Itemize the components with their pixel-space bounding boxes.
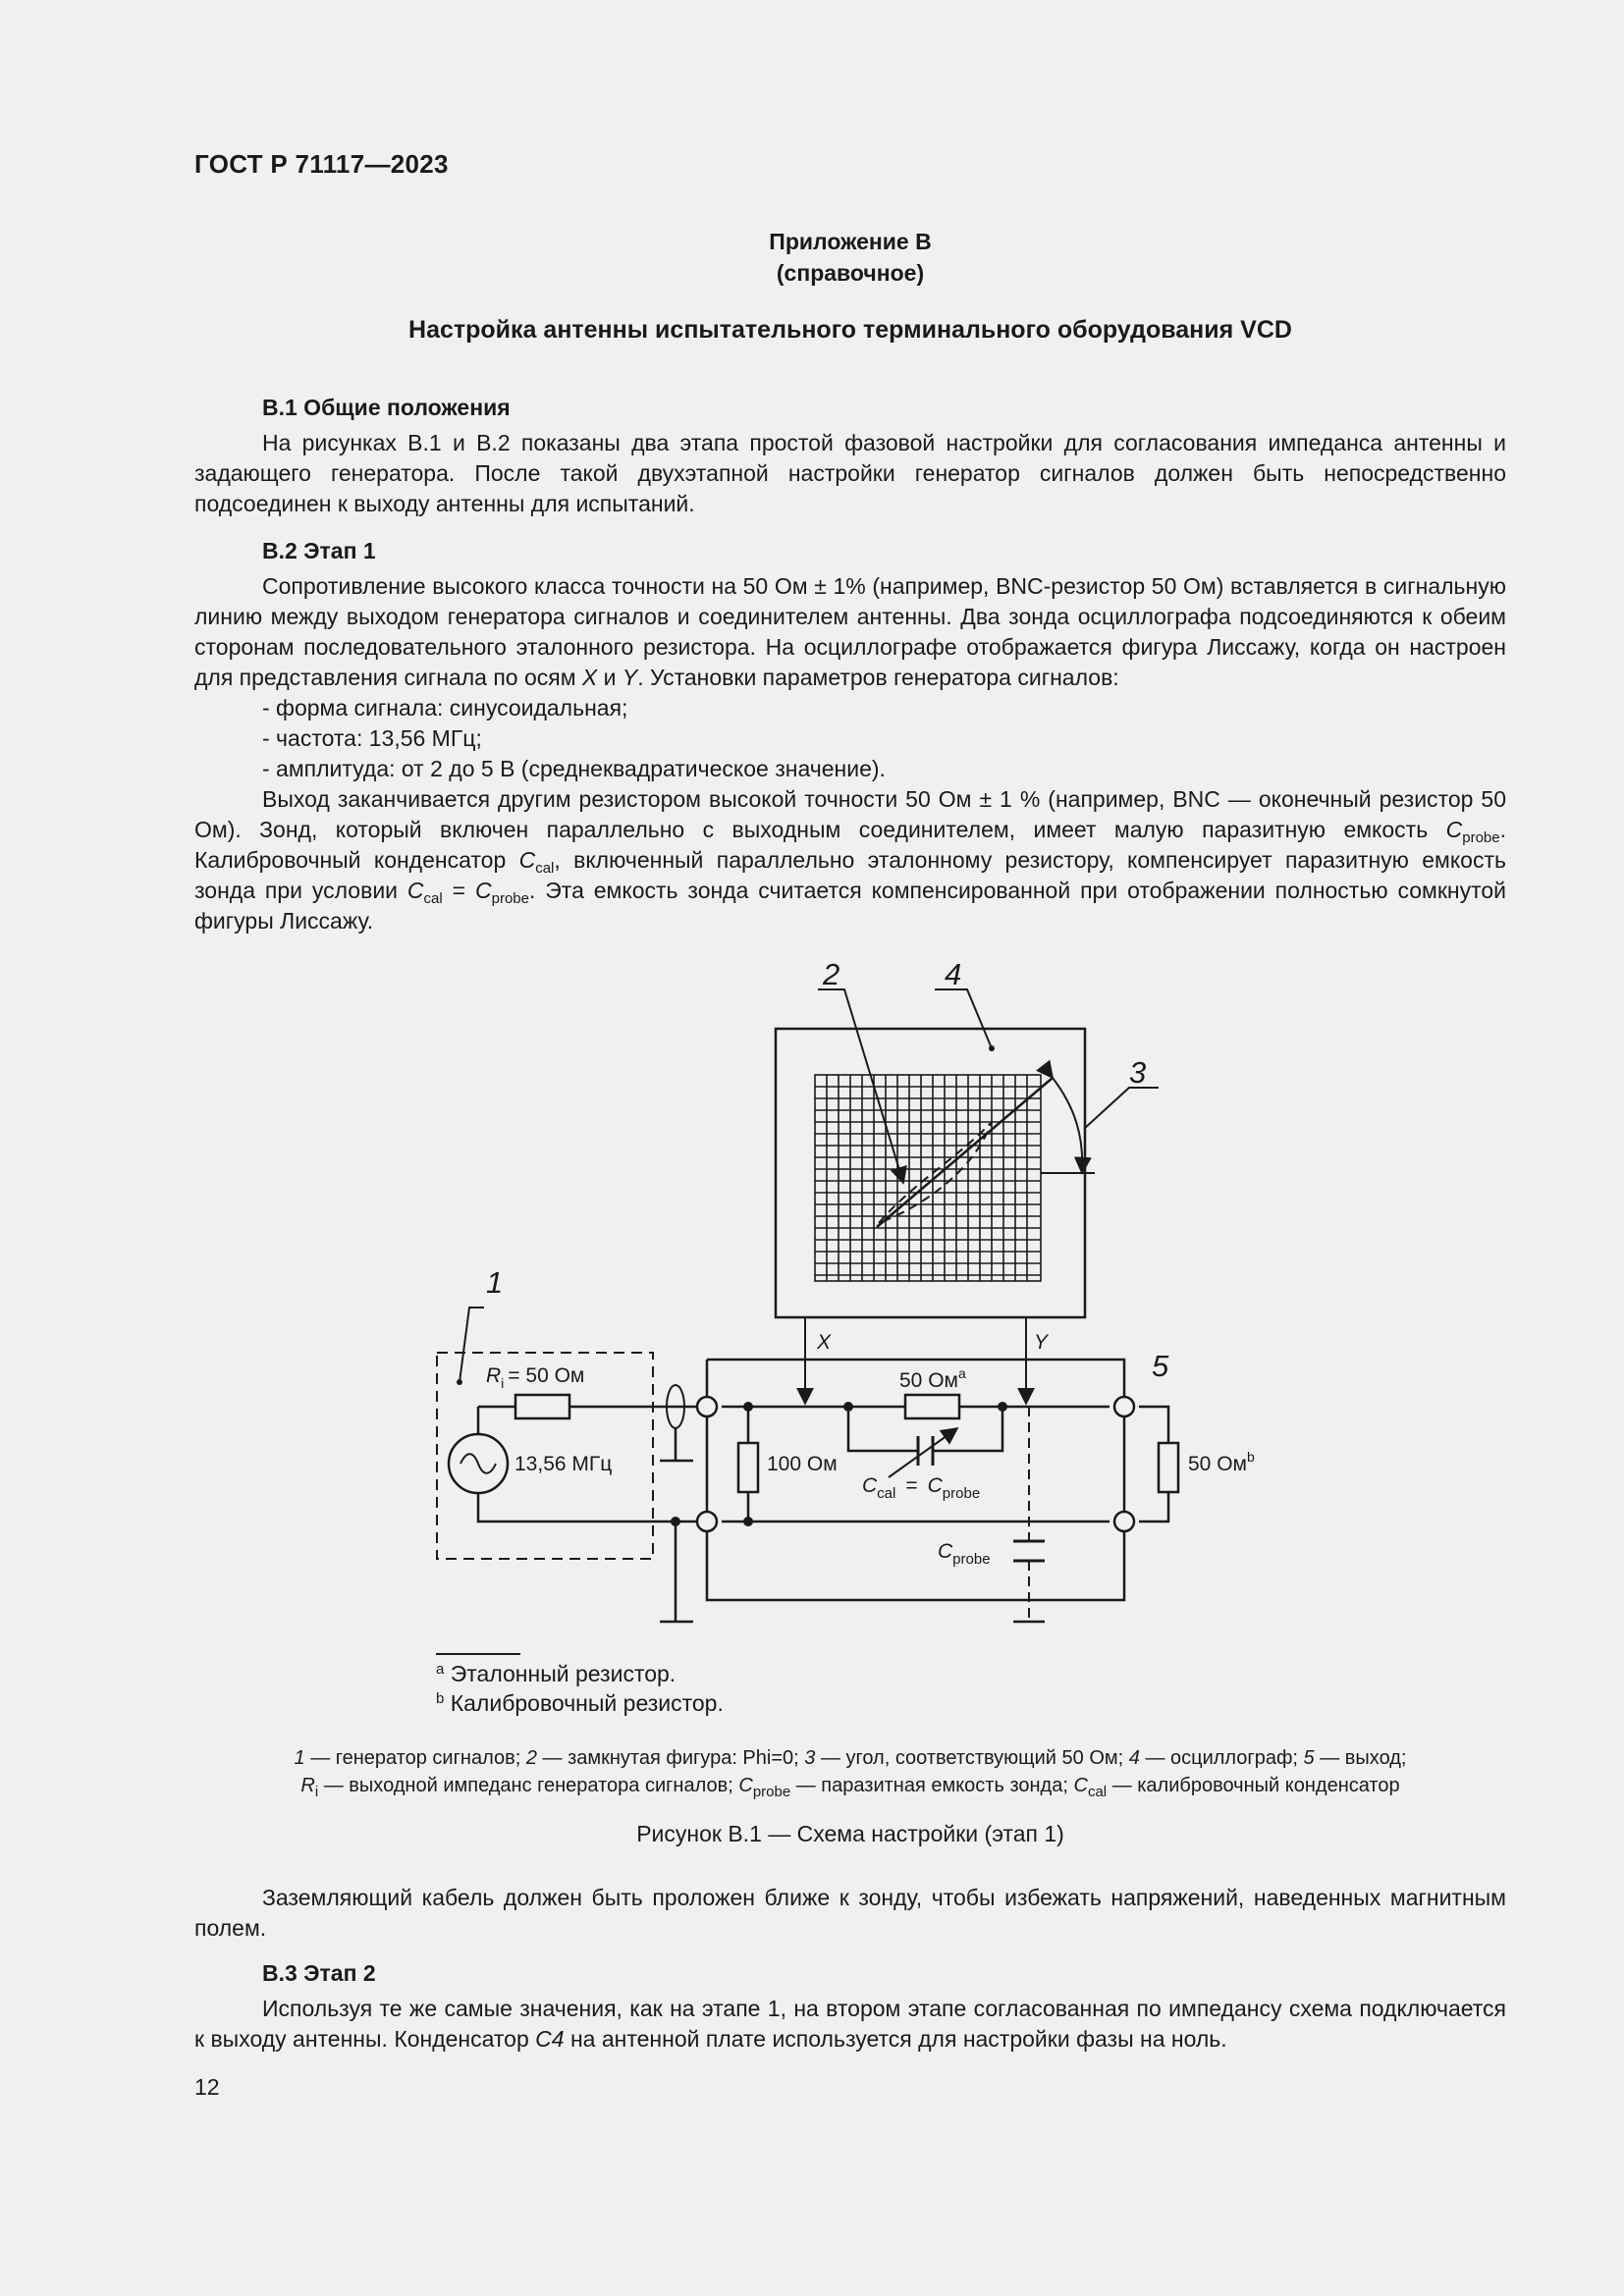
section-b2-text (194, 571, 1506, 936)
oscilloscope-box (776, 1029, 1085, 1317)
list-item: - форма сигнала: синусоидальная; (262, 695, 628, 721)
section-b1-text (194, 428, 1506, 519)
paragraph: Используя те же самые значения, как на этапе 1, на втором этапе согласованная по импедансу схема подключается к выходу антенны. Конденсатор С4 на антенной плате используется для настройки фазы на ноль. (194, 1996, 1506, 2052)
section-b3-heading: В.3 Этап 2 (262, 1960, 376, 1986)
paragraph: На рисунках В.1 и В.2 показаны два этапа простой фазовой настройки для согласования импеданса антенны и задающего генератора. После такой двухэтапной настройки генератор сигналов должен быть непосредственно подсоединен к выходу антенны для испытаний. (194, 430, 1506, 516)
figure-legend (194, 1744, 1506, 1799)
probe-capacitor (1013, 1541, 1045, 1561)
termination-resistor (1159, 1443, 1178, 1492)
label-5: 5 (1152, 1349, 1169, 1383)
list-item: - амплитуда: от 2 до 5 В (среднеквадратическое значение). (262, 756, 886, 781)
section-b2-heading: В.2 Этап 1 (262, 538, 376, 563)
footnote-divider (436, 1653, 520, 1655)
paragraph: Заземляющий кабель должен быть проложен ближе к зонду, чтобы избежать напряжений, наведенных магнитным полем. (194, 1885, 1506, 1941)
label-100-ohm: 100 Ом (767, 1453, 838, 1475)
figure-b1-schematic (0, 942, 1624, 1688)
label-ri: $R_i = 50$ Ом (486, 1364, 585, 1391)
footnote-a: $^a$ Эталонный резистор. (436, 1661, 677, 1686)
label-cprobe: $C_{probe}$ (938, 1540, 991, 1568)
lissajous-ellipse (879, 1122, 992, 1223)
list-item: - частота: 13,56 МГц; (262, 725, 482, 751)
section-b1-heading: В.1 Общие положения (262, 395, 511, 420)
paragraph: Выход заканчивается другим резистором высокой точности 50 Ом ± 1 % (например, BNC — оконечный резистор 50 Ом). Зонд, который включен параллельно с выходным соединителем, имеет малую паразитную емкость $C_{probe}$. Калибровочный конденсатор $C_{cal}$, включенный параллельно эталонному резистору, компенсирует паразитную емкость зонда при условии $C_{cal} = C_{probe}$. Эта емкость зонда считается компенсированной при отображении полностью сомкнутой фигуры Лиссажу. (194, 786, 1507, 934)
figure-caption: Рисунок В.1 — Схема настройки (этап 1) (636, 1821, 1064, 1846)
label-x: X (817, 1331, 832, 1354)
footnote-b: $^b$ Калибровочный резистор. (436, 1690, 724, 1716)
after-figure-text (194, 1883, 1506, 1944)
label-2: 2 (823, 957, 840, 991)
label-1: 1 (486, 1265, 504, 1300)
ri-resistor (515, 1395, 569, 1418)
paragraph: Сопротивление высокого класса точности на 50 Ом ± 1% (например, BNC-резистор 50 Ом) вставляется в сигнальную линию между выходом генератора сигналов и соединителем антенны. Два зонда осциллографа подсоединяются к обеим сторонам последовательного эталонного резистора. На осциллографе отображается фигура Лиссажу, когда он настроен для представления сигнала по осям X и Y. Установки параметров генератора сигналов: (194, 573, 1506, 690)
appendix-title (194, 226, 1506, 289)
legend-line-2: $R_i$ — выходной импеданс генератора сигналов; $C_{probe}$ — паразитная емкость зонда; $C_{cal}$ — калибровочный конденсатор (300, 1775, 1400, 1800)
calibration-capacitor-arrow (889, 1428, 957, 1477)
standard-number: ГОСТ Р 71117—2023 (194, 149, 449, 179)
resistor-100-ohm (738, 1443, 758, 1492)
legend-line-1: 1 — генератор сигналов; 2 — замкнутая фигура: Phi=0; 3 — угол, соответствующий 50 Ом; 4 — осциллограф; 5 — выход; (294, 1747, 1407, 1769)
angle-arc (1053, 1078, 1082, 1173)
label-ccal-eq-cprobe: $C_{cal} = C_{probe}$ (862, 1474, 981, 1502)
appendix-type: (справочное) (776, 260, 925, 286)
label-50-ohm-a: 50 $Ом^a$ (899, 1365, 966, 1392)
page-number: 12 (194, 2074, 220, 2100)
label-frequency: 13,56 МГц (514, 1453, 613, 1475)
reference-resistor (905, 1395, 959, 1418)
label-50-ohm-b: 50 $Ом^b$ (1188, 1449, 1255, 1475)
section-b3-text (194, 1994, 1506, 2055)
label-y: Y (1034, 1331, 1049, 1354)
label-3: 3 (1129, 1055, 1147, 1090)
appendix-heading: Настройка антенны испытательного терминального оборудования VCD (408, 316, 1292, 344)
label-4: 4 (945, 957, 962, 991)
appendix-label: Приложение В (769, 229, 932, 254)
